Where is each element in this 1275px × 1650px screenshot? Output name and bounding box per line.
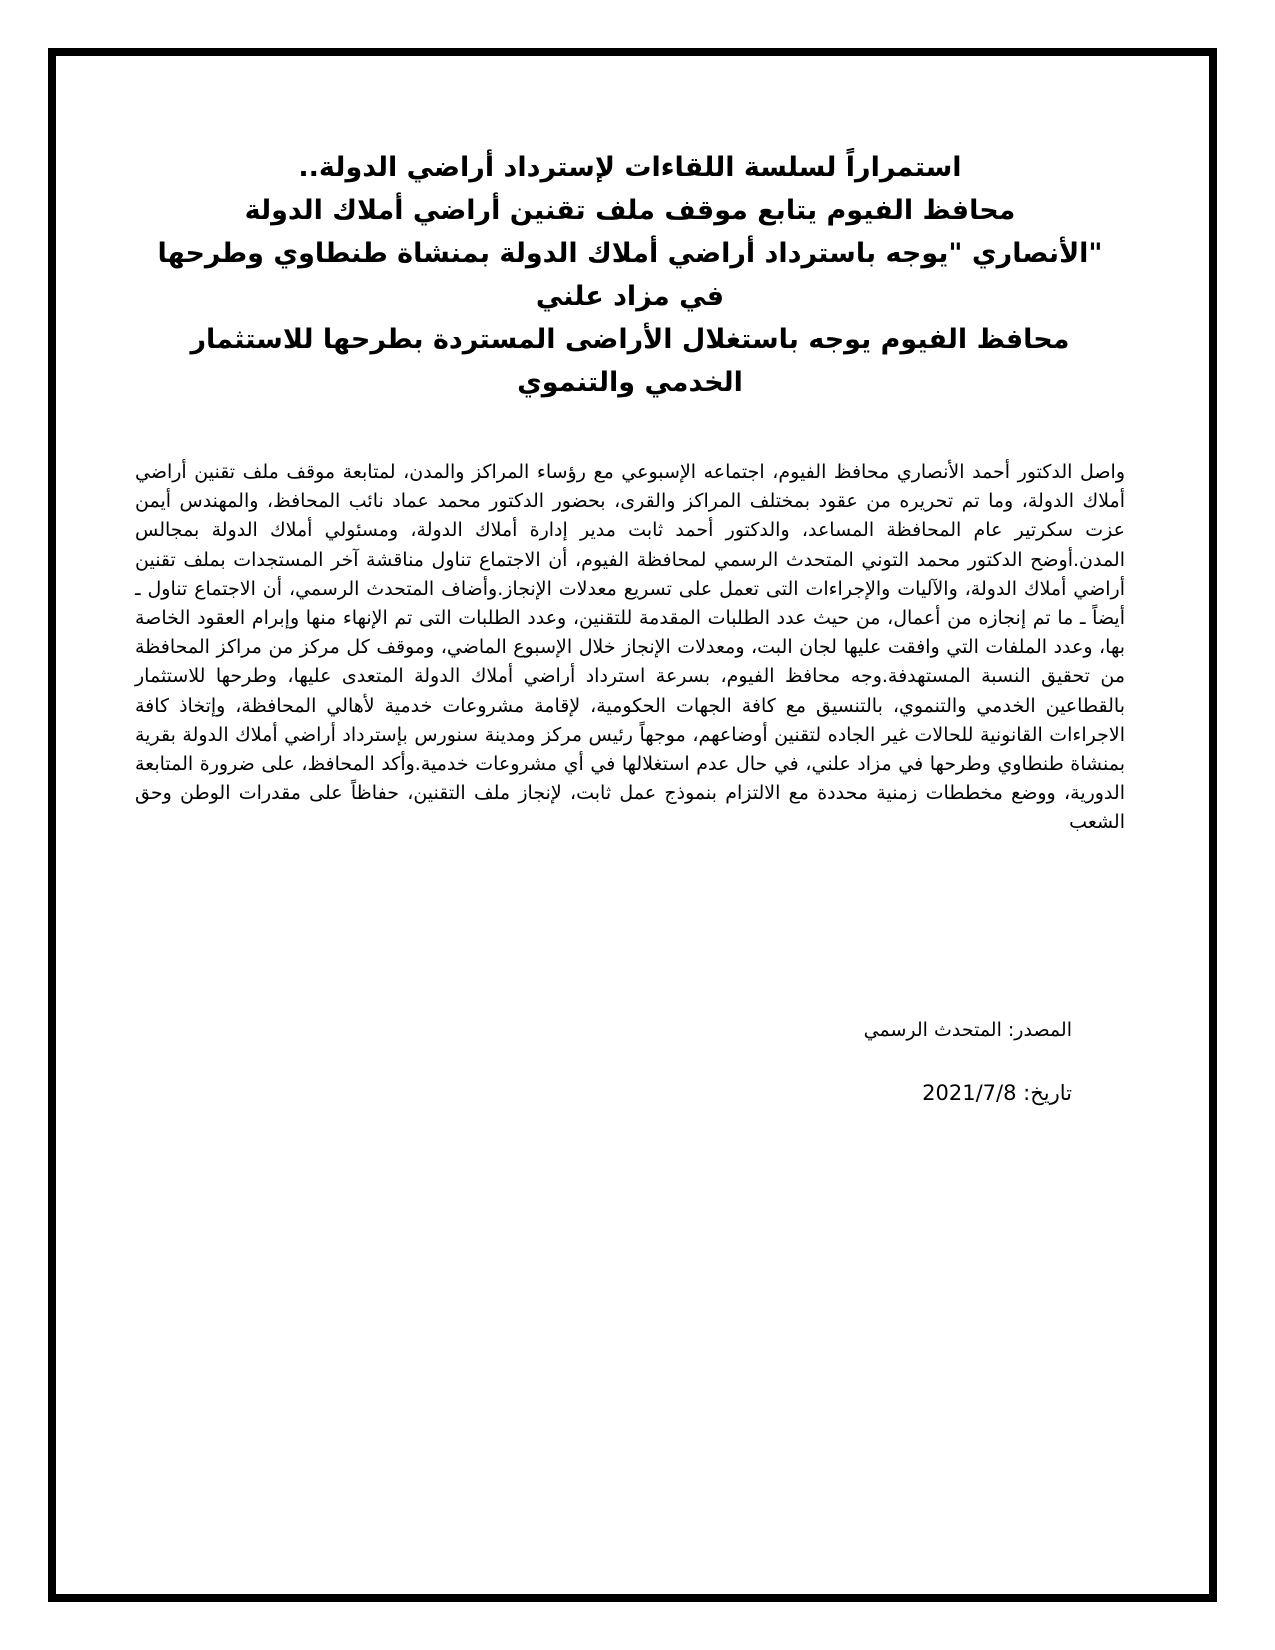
- article-body: واصل الدكتور أحمد الأنصاري محافظ الفيوم، اجتماعه الإسبوعي مع رؤساء المراكز والمدن، لمتابعة موقف ملف تقنين أراضي أملاك الدولة، وما تم تحريره من عقود بمختلف المراكز والقرى، بحضور الدكتور محمد عماد نائب المحافظ، والمهندس أيمن عزت سكرتير عام المحافظة المساعد، والدكتور أحمد ثابت مدير إدارة أملاك الدولة، ومسئولي أملاك الدولة بمجالس المدن.أوضح الدكتور محمد التوني المتحدث الرسمي لمحافظة الفيوم، أن الاجتماع تناول مناقشة آخر المستجدات بملف تقنين أراضي أملاك الدولة، والآليات والإجراءات التى تعمل على تسريع معدلات الإنجاز.وأضاف المتحدث الرسمي، أن الاجتماع تناول ـ أيضاً ـ ما تم إنجازه من أعمال، من حيث عدد الطلبات المقدمة للتقنين، وعدد الطلبات التى تم الإنهاء منها وإبرام العقود الخاصة بها، وعدد الملفات التي وافقت عليها لجان البت، ومعدلات الإنجاز خلال الإسبوع الماضي، وموقف كل مركز من مراكز المحافظة من تحقيق النسبة المستهدفة.وجه محافظ الفيوم، بسرعة استرداد أراضي أملاك الدولة المتعدى عليها، وطرحها للاستثمار بالقطاعين الخدمي والتنموي، بالتنسيق مع كافة الجهات الحكومية، لإقامة مشروعات خدمية لأهالي المحافظة، وإتخاذ كافة الاجراءات القانونية للحالات غير الجاده لتقنين أوضاعهم، موجهاً رئيس مركز ومدينة سنورس بإسترداد أراضي أملاك الدولة بقرية بمنشاة طنطاوي وطرحها في مزاد علني، في حال عدم استغلالها في أي مشروعات خدمية.وأكد المحافظ، على ضرورة المتابعة الدورية، ووضع مخططات زمنية محددة مع الالتزام بنموذج عمل ثابت، لإنجاز ملف التقنين، حفاظاً على مقدرات الوطن وحق الشعب: [135, 461, 1125, 834]
- headline-line-3: "الأنصاري "يوجه باسترداد أراضي أملاك الدولة بمنشاة طنطاوي وطرحها في مزاد علني: [157, 238, 1103, 312]
- headline-line-4: محافظ الفيوم يوجه باستغلال الأراضى المستردة بطرحها للاستثمار الخدمي والتنموي: [190, 324, 1070, 398]
- date-line: تاريخ: 2021/7/8: [922, 1081, 1072, 1105]
- headline: [140, 146, 1120, 404]
- headline-line-1: استمراراً لسلسة اللقاءات لإسترداد أراضي الدولة..: [298, 152, 962, 183]
- source-line: المصدر: المتحدث الرسمي: [863, 1019, 1072, 1041]
- headline-line-2: محافظ الفيوم يتابع موقف ملف تقنين أراضي أملاك الدولة: [244, 195, 1016, 226]
